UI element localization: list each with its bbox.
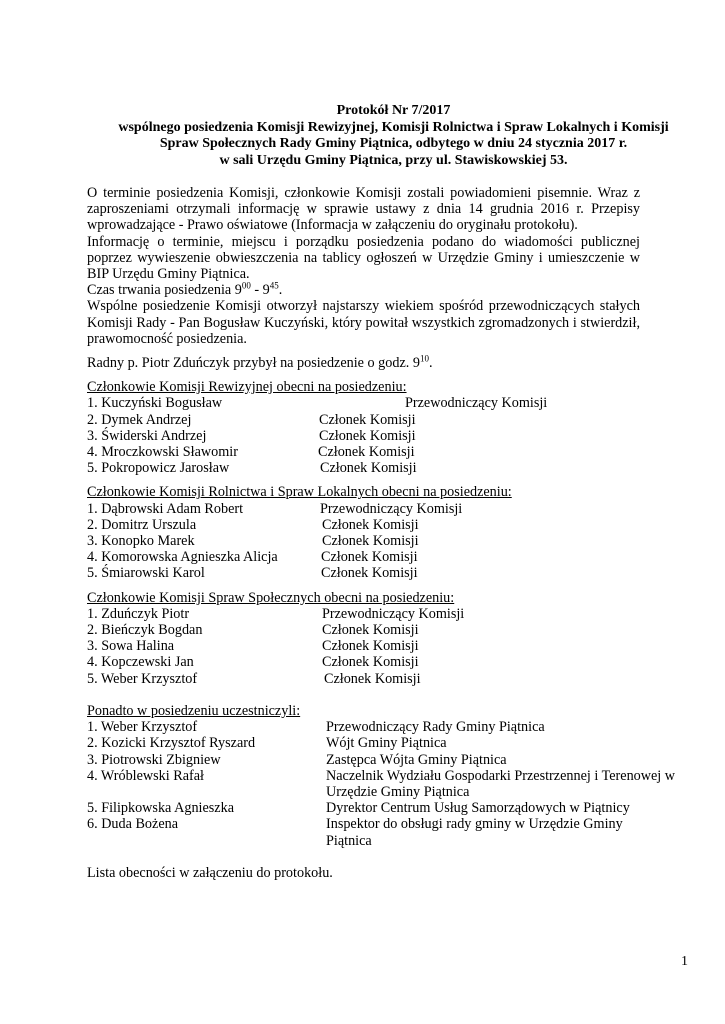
list-item: 5. Pokropowicz Jarosław Członek Komisji	[87, 460, 417, 477]
section-heading-rewizyjna: Członkowie Komisji Rewizyjnej obecni na posiedzeniu:	[87, 379, 407, 396]
list-item: 2. Bieńczyk Bogdan Członek Komisji	[87, 622, 419, 639]
intro-paragraph-opening: Wspólne posiedzenie Komisji otworzył najstarszy wiekiem spośród przewodniczących stałych Komisji Rady - Pan Bogusław Kuczyński, który powitał wszystkich zgromadzonych i stwierdził, prawomocność posiedzenia.	[87, 298, 640, 347]
title-line-3: Spraw Społecznych Rady Gminy Piątnica, odbytego w dniu 24 stycznia 2017 r.	[159, 136, 628, 151]
closing-note: Lista obecności w załączeniu do protokołu.	[87, 864, 333, 881]
member-list-spoleczne	[87, 606, 640, 687]
late-arrival-note: Radny p. Piotr Zduńczyk przybył na posiedzenie o godz. $9^{10}$.	[87, 353, 433, 372]
intro-paragraph-publication: Informację o terminie, miejscu i porządku posiedzenia podano do wiadomości publicznej poprzez wywieszenie obwieszczenia na tablicy ogłoszeń w Urzędzie Gminy i umieszczenie w BIP Urzędu Gminy Piątnica.	[87, 233, 640, 283]
document-page	[87, 103, 676, 881]
section-heading-rolnictwa: Członkowie Komisji Rolnictwa i Spraw Lokalnych obecni na posiedzeniu:	[87, 484, 512, 501]
section-heading-spoleczne: Członkowie Komisji Spraw Społecznych obecni na posiedzeniu:	[87, 589, 455, 606]
list-item: 1. Weber Krzysztof Przewodniczący Rady Gminy Piątnica	[87, 719, 545, 736]
list-item: 2. Kozicki Krzysztof Ryszard Wójt Gminy Piątnica	[87, 735, 447, 752]
list-item: 3. Piotrowski Zbigniew Zastępca Wójta Gminy Piątnica	[87, 751, 507, 768]
list-item: 4. Wróblewski Rafał Naczelnik Wydziału Gospodarki Przestrzennej i Terenowej w Urzędzie Gminy Piątnica	[87, 767, 676, 800]
title-line-2: wspólnego posiedzenia Komisji Rewizyjnej, Komisji Rolnictwa i Spraw Lokalnych i Komisji	[118, 119, 669, 135]
list-item: 5. Weber Krzysztof Członek Komisji	[87, 670, 421, 687]
list-item: 1. Dąbrowski Adam Robert Przewodniczący Komisji	[87, 500, 463, 517]
member-list-others	[87, 719, 676, 849]
page-number: 1	[681, 954, 688, 969]
list-item: 1. Zduńczyk Piotr Przewodniczący Komisji	[87, 605, 465, 622]
list-item: 4. Mroczkowski Sławomir Członek Komisji	[87, 444, 415, 461]
title-line-1: Protokół Nr 7/2017	[336, 103, 451, 118]
member-list-rolnictwa	[87, 501, 640, 582]
document-title	[107, 103, 680, 169]
list-item: 5. Filipkowska Agnieszka Dyrektor Centrum Usług Samorządowych w Piątnicy	[87, 800, 630, 817]
intro-paragraph-notice: O terminie posiedzenia Komisji, członkowie Komisji zostali powiadomieni pisemnie. Wraz z zaproszeniami otrzymali informację w sprawie ustawy z dnia 14 grudnia 2016 r. Przepisy wprowadzające - Prawo oświatowe (Informacja w załączeniu do oryginału protokołu).	[87, 185, 640, 234]
list-item: 4. Komorowska Agnieszka Alicja Członek Komisji	[87, 549, 418, 566]
section-heading-others: Ponadto w posiedzeniu uczestniczyli:	[87, 702, 301, 719]
list-item: 1. Kuczyński Bogusław Przewodniczący Komisji	[87, 395, 548, 412]
list-item: 2. Domitrz Urszula Członek Komisji	[87, 516, 419, 533]
list-item: 4. Kopczewski Jan Członek Komisji	[87, 654, 419, 671]
list-item: 6. Duda Bożena Inspektor do obsługi rady gminy w Urzędzie Gminy Piątnica	[87, 816, 623, 849]
list-item: 3. Konopko Marek Członek Komisji	[87, 533, 419, 550]
member-list-rewizyjna	[87, 395, 640, 476]
list-item: 3. Sowa Halina Członek Komisji	[87, 638, 419, 655]
list-item: 5. Śmiarowski Karol Członek Komisji	[87, 565, 418, 582]
title-line-4: w sali Urzędu Gminy Piątnica, przy ul. Stawiskowskiej 53.	[219, 152, 568, 168]
meeting-duration: Czas trwania posiedzenia $9^{00} - 9^{45}$.	[87, 280, 283, 299]
list-item: 2. Dymek Andrzej Członek Komisji	[87, 411, 416, 428]
list-item: 3. Świderski Andrzej Członek Komisji	[87, 427, 416, 444]
